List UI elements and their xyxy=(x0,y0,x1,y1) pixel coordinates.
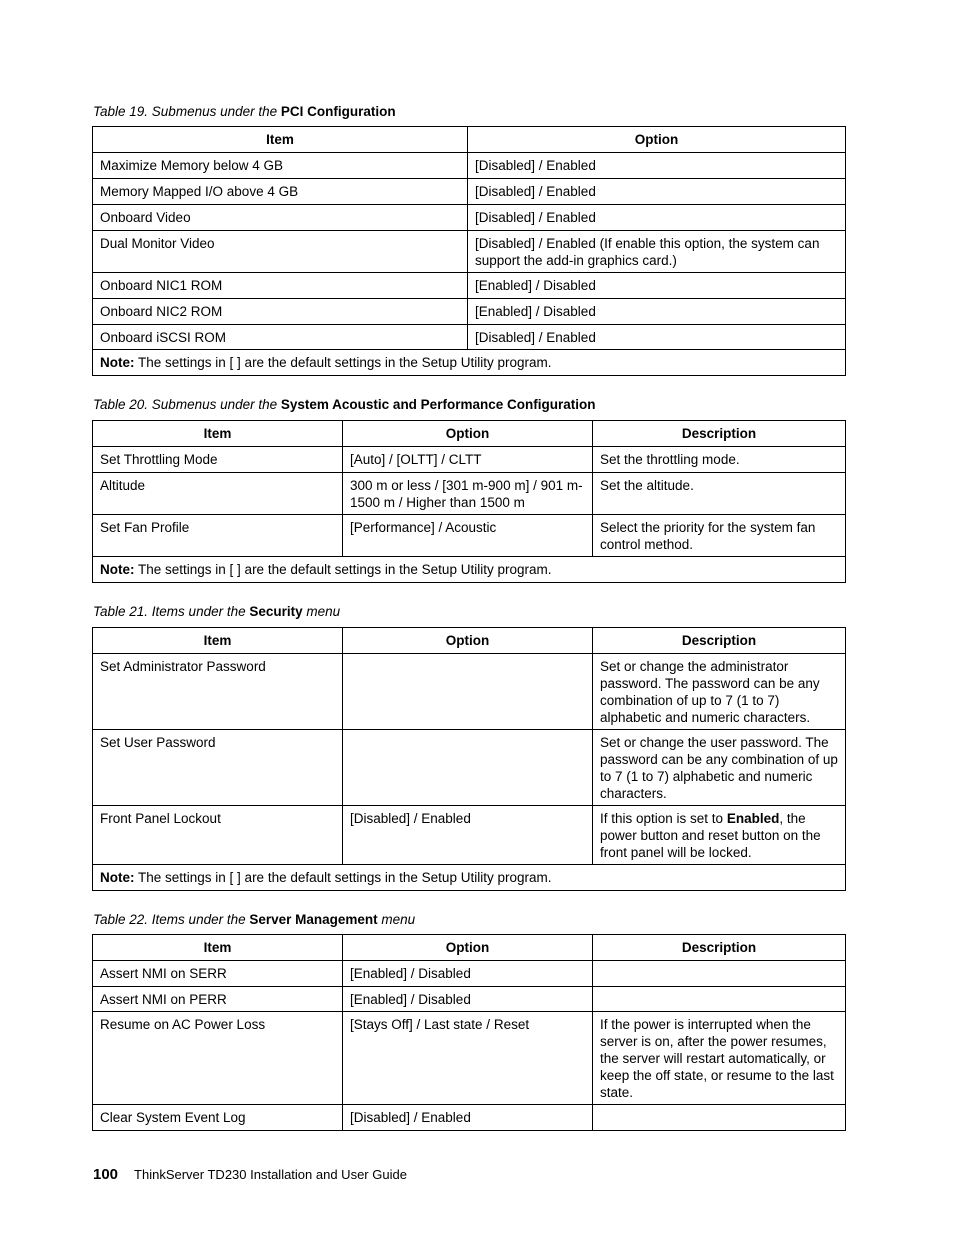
column-header-item: Item xyxy=(93,421,343,447)
cell-description xyxy=(593,987,846,1012)
table-row xyxy=(93,1105,846,1131)
table-row xyxy=(93,179,846,205)
cell-item: Onboard Video xyxy=(93,205,468,231)
cell-option: [Enabled] / Disabled xyxy=(343,961,593,987)
note-row xyxy=(93,557,846,583)
note-text: The settings in [ ] are the default settings in the Setup Utility program. xyxy=(134,870,552,885)
cell-option: [Enabled] / Disabled xyxy=(468,273,846,299)
column-header-item: Item xyxy=(93,935,343,961)
note-label: Note: xyxy=(100,562,135,577)
cell-description: If the power is interrupted when the server is on, after the power resumes, the server will restart automatically, or keep the off state, or resume to the last state. xyxy=(593,1012,846,1105)
table-row xyxy=(93,153,846,179)
cell-description: Set the altitude. xyxy=(593,473,846,515)
cell-description: Select the priority for the system fan control method. xyxy=(593,515,846,557)
cell-option: [Enabled] / Disabled xyxy=(343,987,593,1012)
table-row xyxy=(93,730,846,806)
cell-description xyxy=(593,961,846,987)
cell-description: Set or change the user password. The password can be any combination of up to 7 (1 to 7) alphabetic and numeric characters. xyxy=(593,730,846,806)
cell-item: Set Throttling Mode xyxy=(93,447,343,473)
table-22-caption: Table 22. Items under the Server Management menu xyxy=(93,912,416,927)
note-label: Note: xyxy=(100,870,135,885)
table-21-security-menu xyxy=(92,627,846,891)
cell-description: If this option is set to Enabled, the power button and reset button on the front panel will be locked. xyxy=(593,806,846,865)
table-20-caption: Table 20. Submenus under the System Acoustic and Performance Configuration xyxy=(93,397,596,412)
cell-item: Resume on AC Power Loss xyxy=(93,1012,343,1105)
cell-description: Set or change the administrator password. The password can be any combination of up to 7 (1 to 7) alphabetic and numeric characters. xyxy=(593,654,846,730)
table-header-row xyxy=(93,421,846,447)
table-19-pci-configuration xyxy=(92,126,846,376)
cell-option: [Disabled] / Enabled xyxy=(468,325,846,350)
column-header-item: Item xyxy=(93,628,343,654)
note-row xyxy=(93,865,846,891)
cell-item: Onboard iSCSI ROM xyxy=(93,325,468,350)
table-row xyxy=(93,231,846,273)
column-header-option: Option xyxy=(468,127,846,153)
cell-option: 300 m or less / [301 m-900 m] / 901 m-1500 m / Higher than 1500 m xyxy=(343,473,593,515)
note-text: The settings in [ ] are the default settings in the Setup Utility program. xyxy=(134,355,552,370)
table-21-caption: Table 21. Items under the Security menu xyxy=(93,604,341,619)
cell-option: [Enabled] / Disabled xyxy=(468,299,846,325)
cell-option: [Disabled] / Enabled xyxy=(343,1105,593,1131)
table-note xyxy=(93,865,846,891)
table-row xyxy=(93,447,846,473)
cell-option: [Stays Off] / Last state / Reset xyxy=(343,1012,593,1105)
table-row xyxy=(93,806,846,865)
table-row xyxy=(93,273,846,299)
cell-item: Assert NMI on SERR xyxy=(93,961,343,987)
table-header-row xyxy=(93,935,846,961)
cell-item: Set Fan Profile xyxy=(93,515,343,557)
table-note xyxy=(93,350,846,376)
document-title: ThinkServer TD230 Installation and User Guide xyxy=(134,1167,407,1182)
column-header-description: Description xyxy=(593,628,846,654)
cell-option: [Disabled] / Enabled xyxy=(468,179,846,205)
page-number: 100 xyxy=(93,1166,119,1183)
cell-option: [Disabled] / Enabled xyxy=(343,806,593,865)
cell-option: [Disabled] / Enabled xyxy=(468,153,846,179)
table-header-row xyxy=(93,127,846,153)
cell-item: Dual Monitor Video xyxy=(93,231,468,273)
note-text: The settings in [ ] are the default settings in the Setup Utility program. xyxy=(134,562,552,577)
table-header-row xyxy=(93,628,846,654)
column-header-item: Item xyxy=(93,127,468,153)
table-row xyxy=(93,325,846,350)
column-header-description: Description xyxy=(593,421,846,447)
table-row xyxy=(93,473,846,515)
table-22-server-management-menu xyxy=(92,934,846,1131)
column-header-option: Option xyxy=(343,628,593,654)
cell-item: Front Panel Lockout xyxy=(93,806,343,865)
table-row xyxy=(93,299,846,325)
cell-option xyxy=(343,730,593,806)
table-row xyxy=(93,515,846,557)
table-20-system-acoustic-performance xyxy=(92,420,846,583)
note-label: Note: xyxy=(100,355,135,370)
cell-item: Clear System Event Log xyxy=(93,1105,343,1131)
note-row xyxy=(93,350,846,376)
cell-option xyxy=(343,654,593,730)
column-header-option: Option xyxy=(343,421,593,447)
page-footer xyxy=(93,1166,407,1184)
table-row xyxy=(93,205,846,231)
cell-item: Set Administrator Password xyxy=(93,654,343,730)
cell-item: Onboard NIC1 ROM xyxy=(93,273,468,299)
table-row xyxy=(93,654,846,730)
cell-option: [Auto] / [OLTT] / CLTT xyxy=(343,447,593,473)
cell-item: Maximize Memory below 4 GB xyxy=(93,153,468,179)
cell-description: Set the throttling mode. xyxy=(593,447,846,473)
cell-description xyxy=(593,1105,846,1131)
table-note xyxy=(93,557,846,583)
cell-item: Altitude xyxy=(93,473,343,515)
cell-option: [Disabled] / Enabled (If enable this option, the system can support the add-in graphics card.) xyxy=(468,231,846,273)
cell-item: Memory Mapped I/O above 4 GB xyxy=(93,179,468,205)
table-19-caption: Table 19. Submenus under the PCI Configuration xyxy=(93,104,396,119)
table-row xyxy=(93,1012,846,1105)
cell-item: Set User Password xyxy=(93,730,343,806)
cell-option: [Disabled] / Enabled xyxy=(468,205,846,231)
column-header-description: Description xyxy=(593,935,846,961)
table-row xyxy=(93,987,846,1012)
table-row xyxy=(93,961,846,987)
cell-item: Assert NMI on PERR xyxy=(93,987,343,1012)
cell-item: Onboard NIC2 ROM xyxy=(93,299,468,325)
column-header-option: Option xyxy=(343,935,593,961)
cell-option: [Performance] / Acoustic xyxy=(343,515,593,557)
